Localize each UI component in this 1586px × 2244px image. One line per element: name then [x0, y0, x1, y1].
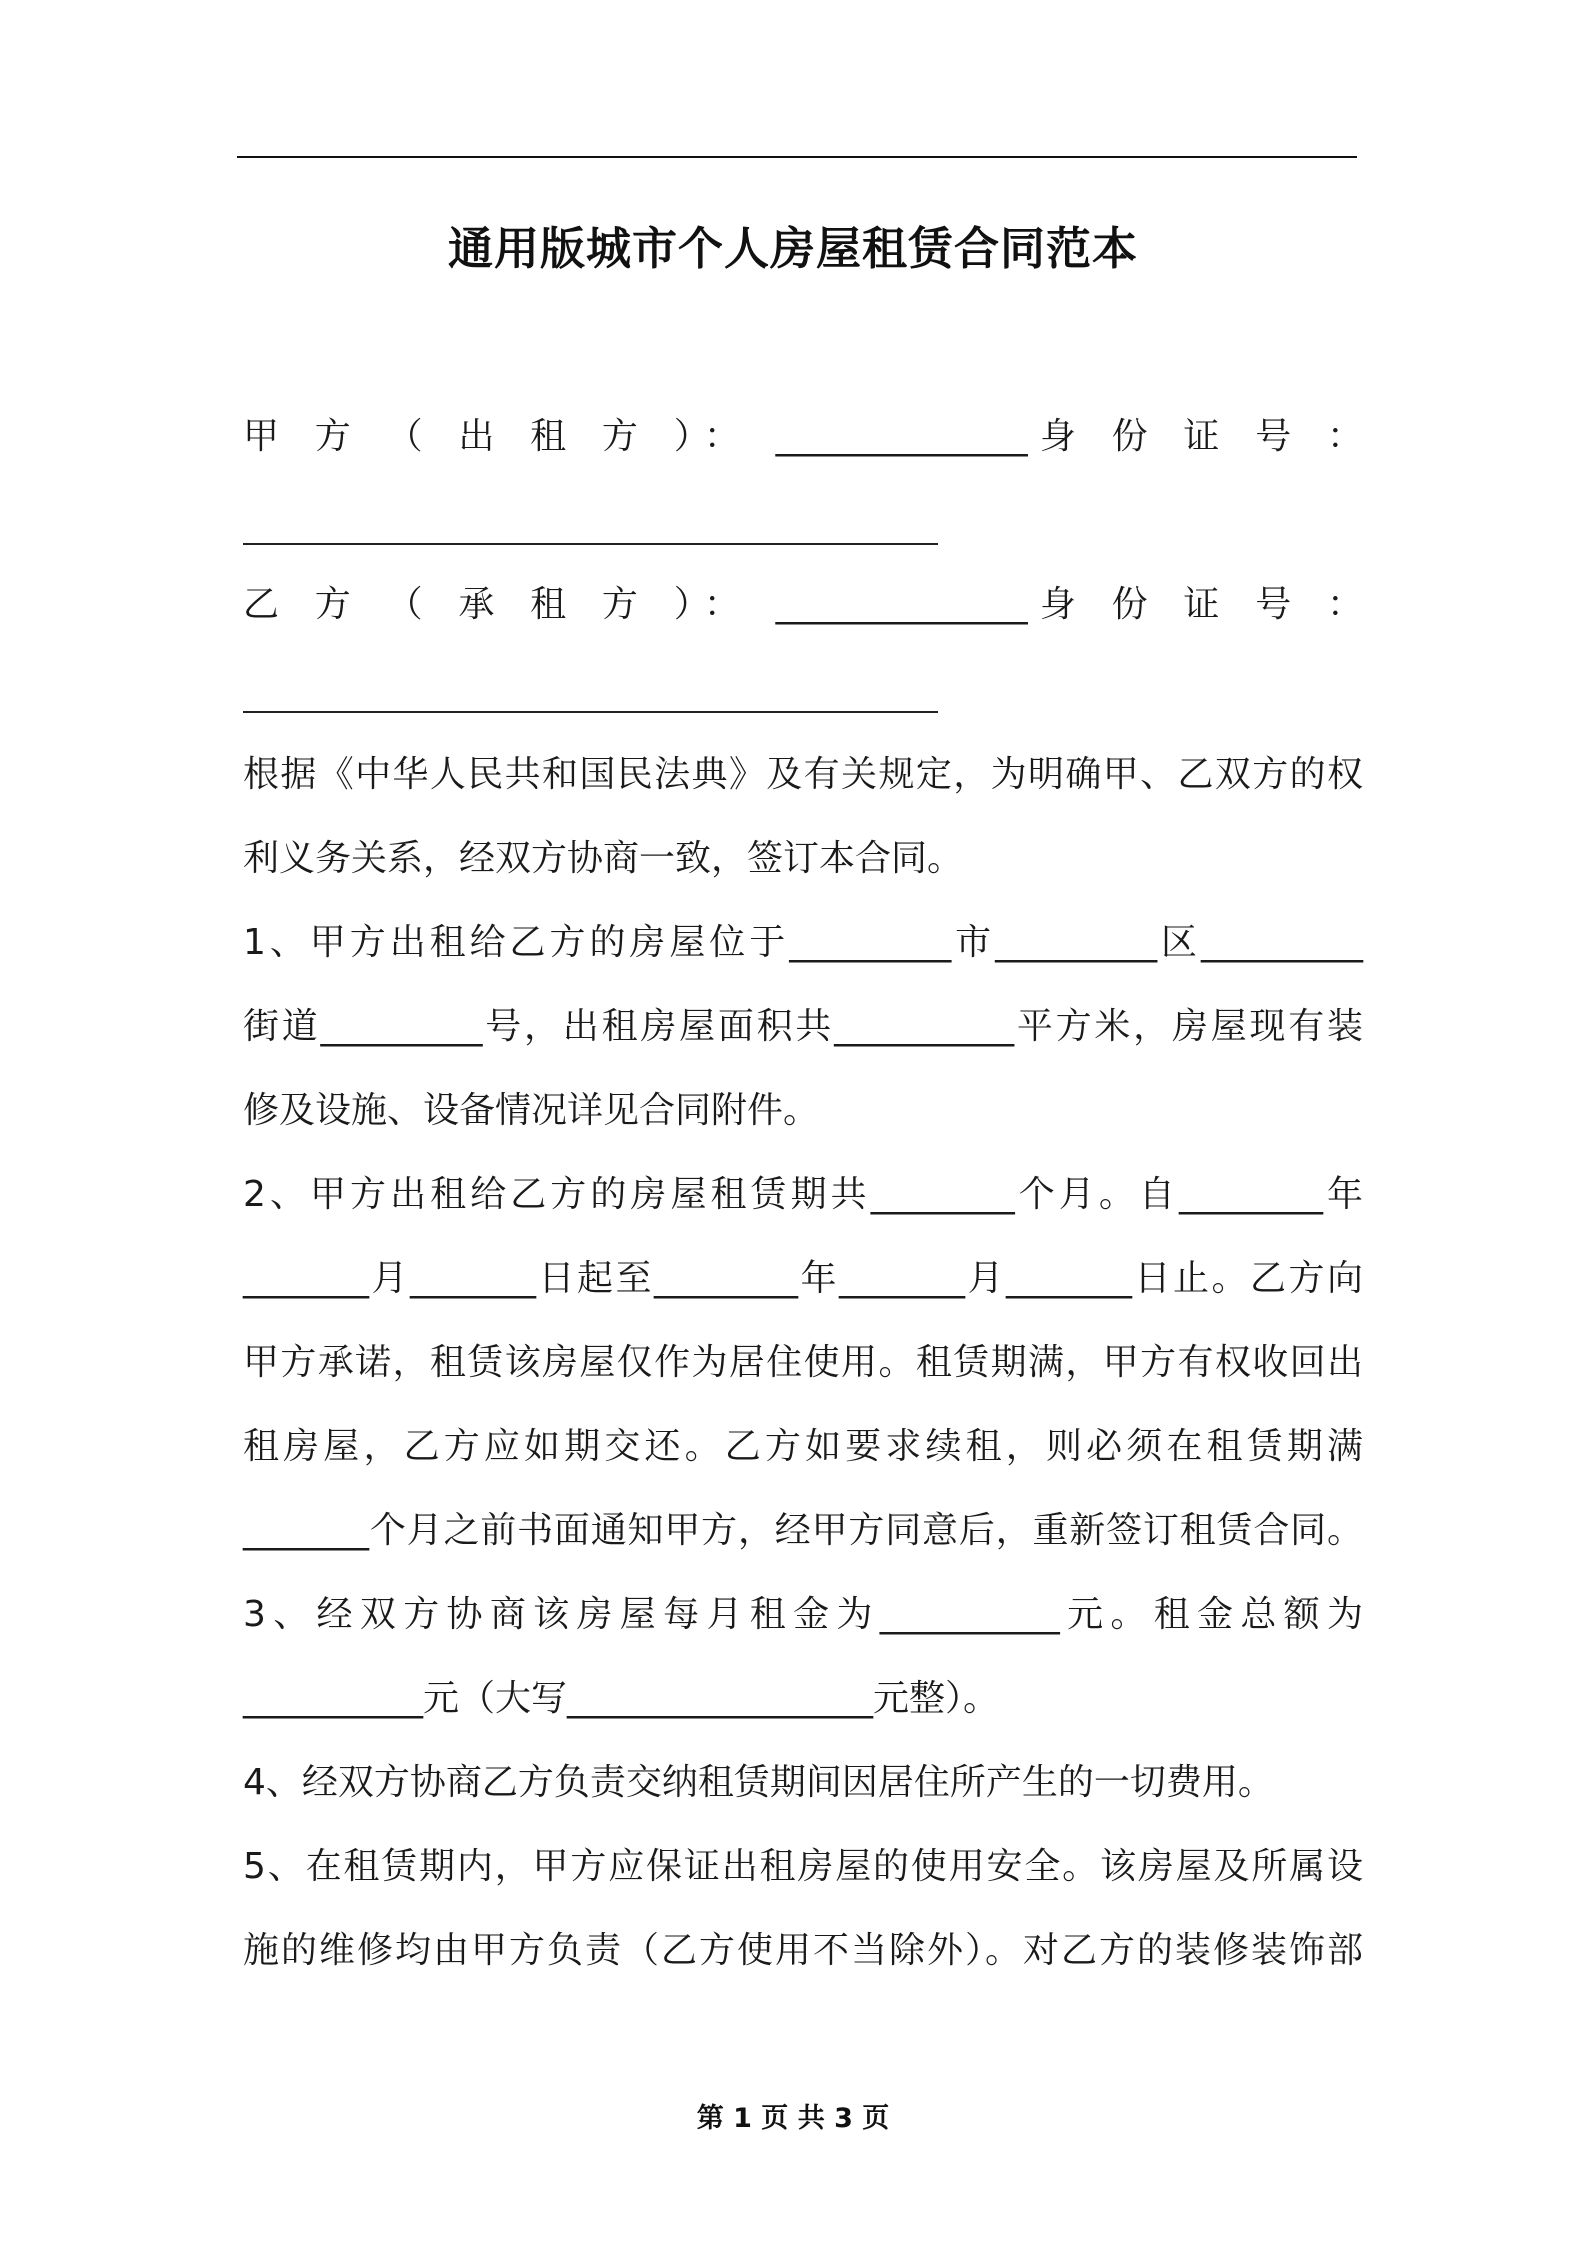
clause-2-line-3: 甲方承诺，租赁该房屋仅作为居住使用。租赁期满，甲方有权收回出 — [243, 1342, 1363, 1383]
intro-line-2: 利义务关系，经双方协商一致，签订本合同。 — [243, 838, 964, 879]
clause-1-line-1: 1、甲方出租给乙方的房屋位于_________市_________区_________ — [243, 922, 1363, 963]
party-a-line: 甲 方 （ 出 租 方 ）： ______________身 份 证 号 ： — [243, 416, 1363, 457]
clause-3-line-1: 3、经双方协商该房屋每月租金为__________元。租金总额为 — [243, 1594, 1363, 1635]
clause-4-line-1: 4、经双方协商乙方负责交纳租赁期间因居住所产生的一切费用。 — [243, 1762, 1274, 1803]
party-b-id-blank — [243, 711, 938, 713]
clause-5-line-2: 施的维修均由甲方负责（乙方使用不当除外）。对乙方的装修装饰部 — [243, 1930, 1363, 1971]
clause-2-line-1: 2、甲方出租给乙方的房屋租赁期共________个月。自________年 — [243, 1174, 1363, 1215]
clause-3-line-2: __________元（大写_________________元整）。 — [243, 1678, 1000, 1719]
clause-2-line-5: _______个月之前书面通知甲方，经甲方同意后，重新签订租赁合同。 — [243, 1510, 1363, 1551]
page-number: 第 1 页 共 3 页 — [696, 2103, 890, 2134]
clause-1-line-3: 修及设施、设备情况详见合同附件。 — [243, 1090, 820, 1131]
clause-2-line-4: 租房屋，乙方应如期交还。乙方如要求续租，则必须在租赁期满 — [243, 1426, 1363, 1467]
header-rule — [237, 156, 1357, 158]
party-b-line: 乙 方 （ 承 租 方 ）： ______________身 份 证 号 ： — [243, 584, 1363, 625]
intro-line-1: 根据《中华人民共和国民法典》及有关规定，为明确甲、乙双方的权 — [243, 754, 1363, 795]
clause-2-line-2: _______月_______日起至________年_______月_______日止。乙方向 — [243, 1258, 1363, 1299]
party-a-id-blank — [243, 543, 938, 545]
document-title: 通用版城市个人房屋租赁合同范本 — [447, 222, 1138, 275]
clause-1-line-2: 街道_________号，出租房屋面积共__________平方米，房屋现有装 — [243, 1006, 1363, 1047]
clause-5-line-1: 5、在租赁期内，甲方应保证出租房屋的使用安全。该房屋及所属设 — [243, 1846, 1363, 1887]
